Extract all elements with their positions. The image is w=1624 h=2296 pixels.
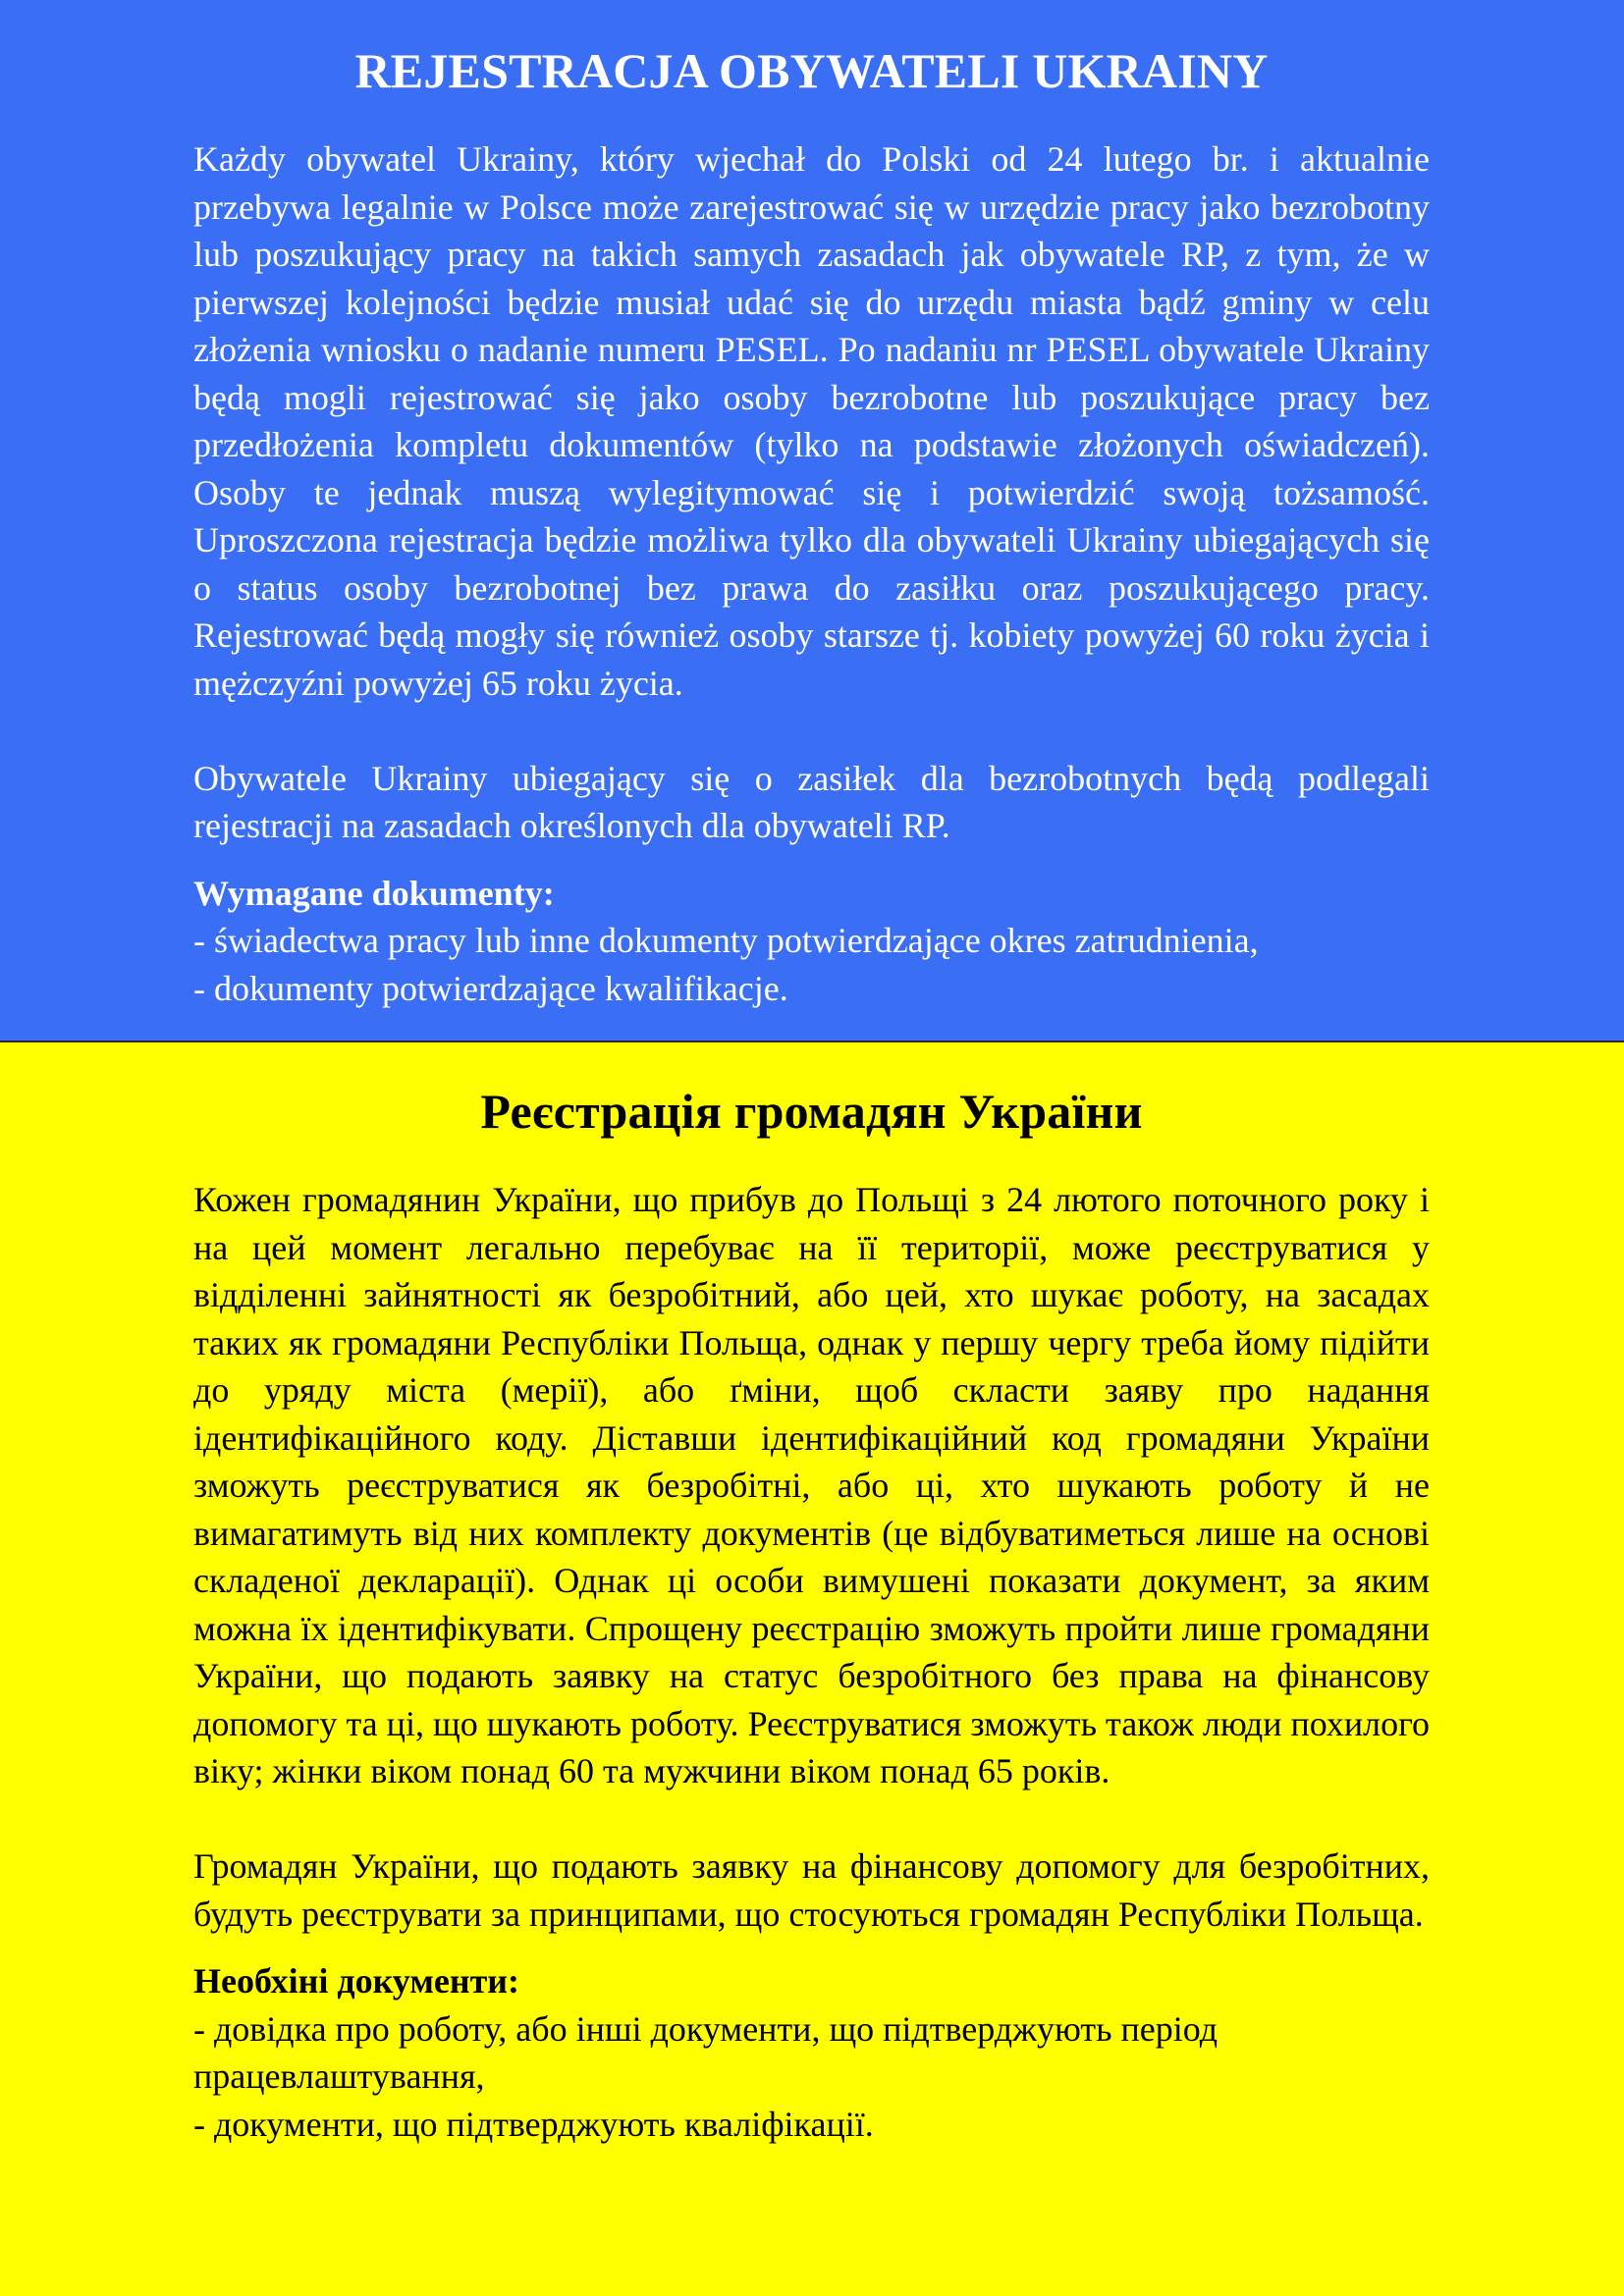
ukrainian-paragraph-1: Кожен громадянин України, що прибув до Польщі з 24 лютого поточного року і на цей момент легально перебуває на її території, може реєструватися у відділенні зайнятності як безробітний, або цей, хто шукає роботу, на засадах таких як громадяни Республіки Польща, однак у першу чергу треба йому підійти до уряду міста (мерії), або ґміни, щоб скласти заяву про надання ідентифікаційного коду. Діставши ідентифікаційний код громадяни України зможуть реєструватися як безробітні, або ці, хто шукають роботу й не вимагатимуть від них комплекту документів (це відбуватиметься лише на основі складеної декларації). Однак ці особи вимушені показати документ, за яким можна їх ідентифікувати. Спрощену реєстрацію зможуть пройти лише громадяни України, що подають заявку на статус безробітного без права на фінансову допомогу та ці, що шукають роботу. Реєструватися зможуть також люди похилого віку; жінки віком понад 60 та мужчини віком понад 65 років. — [193, 1180, 1430, 1790]
ukrainian-section — [0, 1041, 1624, 2296]
polish-section — [0, 0, 1624, 1041]
polish-doc-item-2: - dokumenty potwierdzające kwalifikacje. — [193, 968, 788, 1008]
ukrainian-paragraph-2: Громадян України, що подають заявку на фінансову допомогу для безробітних, будуть реєструвати за принципами, що стосуються громадян Республіки Польща. — [193, 1846, 1430, 1934]
ukrainian-docs-heading: Необхіні документи: — [193, 1961, 519, 2001]
polish-paragraph-1: Każdy obywatel Ukrainy, który wjechał do Polski od 24 lutego br. i aktualnie przebywa legalnie w Polsce może zarejestrować się w urzędzie pracy jako bezrobotny lub poszukujący pracy na takich samych zasadach jak obywatele RP, z tym, że w pierwszej kolejności będzie musiał udać się do urzędu miasta bądź gminy w celu złożenia wniosku o nadanie numeru PESEL. Po nadaniu nr PESEL obywatele Ukrainy będą mogli rejestrować się jako osoby bezrobotne lub poszukujące pracy bez przedłożenia kompletu dokumentów (tylko na podstawie złożonych oświadczeń). Osoby te jednak muszą wylegitymować się i potwierdzić swoją tożsamość. Uproszczona rejestracja będzie możliwa tylko dla obywateli Ukrainy ubiegających się o status osoby bezrobotnej bez prawa do zasiłku oraz poszukującego pracy. Rejestrować będą mogły się również osoby starsze tj. kobiety powyżej 60 roku życia i mężczyźni powyżej 65 roku życia. — [193, 139, 1430, 703]
ukrainian-doc-item-1: - довідка про роботу, або інші документи, що підтверджують період працевлаштування, — [193, 2008, 1218, 2096]
polish-title: REJESTRACJA OBYWATELI UKRAINY — [354, 43, 1269, 98]
ukrainian-doc-item-2: - документи, що підтверджують кваліфікації. — [193, 2104, 874, 2144]
polish-paragraph-2: Obywatele Ukrainy ubiegający się o zasiłek dla bezrobotnych będą podlegali rejestracji na zasadach określonych dla obywateli RP. — [193, 758, 1430, 845]
polish-doc-item-1: - świadectwa pracy lub inne dokumenty potwierdzające okres zatrudnienia, — [193, 921, 1259, 960]
polish-docs-heading: Wymagane dokumenty: — [193, 873, 555, 913]
ukrainian-title: Реєстрація громадян України — [480, 1084, 1143, 1139]
